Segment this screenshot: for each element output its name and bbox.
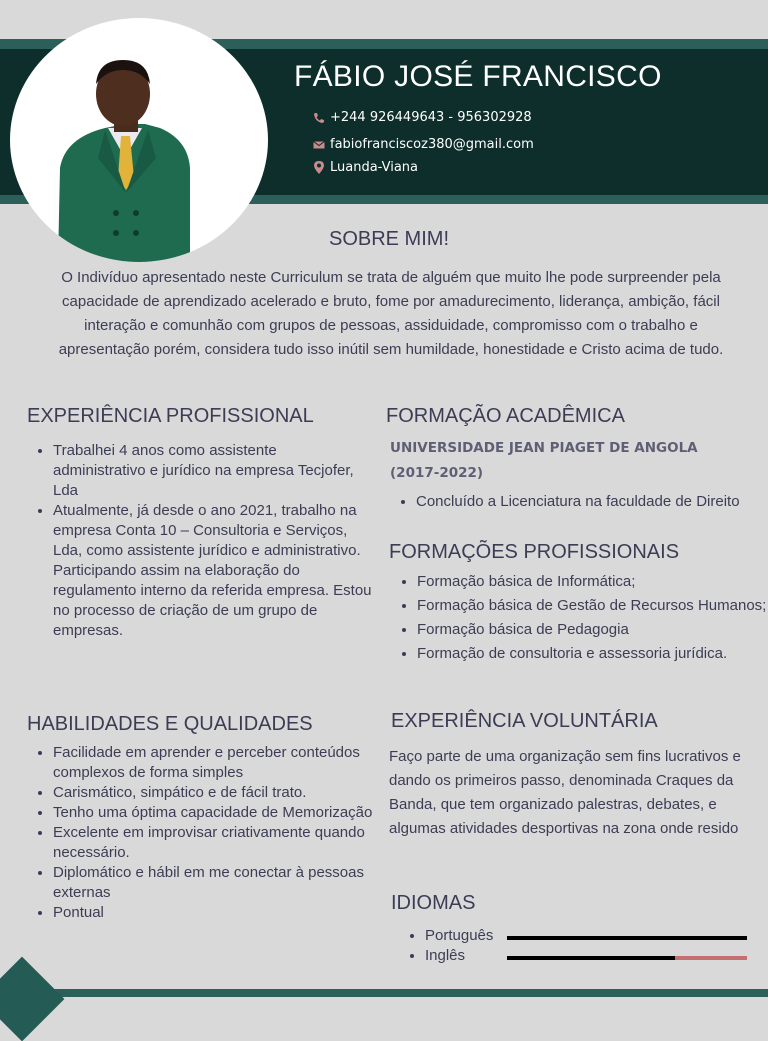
- university-block: [390, 436, 698, 486]
- list-item: • Formação básica de Gestão de Recursos Humanos;: [417, 594, 768, 618]
- contact-email: [313, 137, 534, 152]
- list-item: • Facilidade em aprender e perceber conteúdos complexos de forma simples: [53, 743, 373, 783]
- list-item: • Tenho uma óptima capacidade de Memorização: [53, 803, 373, 823]
- language-level-bar: [507, 936, 747, 940]
- contact-phone: [313, 110, 532, 125]
- skills-list: [27, 743, 373, 923]
- list-item: • Formação básica de Pedagogia: [417, 618, 768, 642]
- list-item: • Trabalhei 4 anos como assistente administrativo e jurídico na empresa Tecjofer, Lda: [53, 441, 373, 501]
- email-text[interactable]: fabiofranciscoz380@gmail.com: [330, 137, 534, 152]
- phone-icon: [313, 112, 325, 124]
- professional-title: FORMAÇÕES PROFISSIONAIS: [389, 541, 680, 563]
- experience-title: EXPERIÊNCIA PROFISSIONAL: [27, 405, 314, 427]
- list-item: • Atualmente, já desde o ano 2021, trabalho na empresa Conta 10 – Consultoria e Serviços, Lda, como assistente jurídico e administrativo. Participando assim na elaboração do regulamento interno da referida empresa. Estou no processo de criação de um grupo de empresas.: [53, 501, 373, 641]
- language-item: • Português: [425, 926, 535, 946]
- list-item: • Concluído a Licenciatura na faculdade de Direito: [416, 490, 768, 514]
- education-title: FORMAÇÃO ACADÊMICA: [386, 405, 625, 427]
- language-item: • Inglês: [425, 946, 535, 966]
- volunteer-text: Faço parte de uma organização sem fins lucrativos e dando os primeiros passo, denominada Craques da Banda, que tem organizado palestras, debates, e algumas atividades desportivas na zona onde resido: [389, 748, 741, 837]
- corner-decoration: [0, 957, 64, 1041]
- languages-title: IDIOMAS: [391, 892, 476, 914]
- footer-stripe: [0, 989, 768, 997]
- list-item: • Excelente em improvisar criativamente quando necessário.: [53, 823, 373, 863]
- list-item: • Pontual: [53, 903, 373, 923]
- list-item: • Carismático, simpático e de fácil trato.: [53, 783, 373, 803]
- languages-list: [399, 926, 535, 966]
- profile-photo: [10, 18, 268, 262]
- full-name: FÁBIO JOSÉ FRANCISCO: [294, 60, 662, 93]
- experience-list: [27, 441, 373, 641]
- list-item: • Diplomático e hábil em me conectar à pessoas externas: [53, 863, 373, 903]
- mail-icon: [313, 139, 325, 151]
- contact-location: [313, 160, 418, 175]
- phone-text: +244 926449643 - 956302928: [330, 110, 532, 125]
- location-pin-icon: [313, 160, 325, 175]
- about-text: O Indivíduo apresentado neste Curriculum se trata de alguém que muito lhe pode surpreender pela capacidade de aprendizado acelerado e bruto, fome por amadurecimento, liderança, ambição, fácil interação e comunhão com grupos de pessoas, assiduidade, compromisso com o trabalho e apresentação porém, considera tudo isso inútil sem humildade, honestidade e Cristo acima de tudo.: [58, 269, 724, 358]
- volunteer-title: EXPERIÊNCIA VOLUNTÁRIA: [391, 710, 658, 732]
- language-level-bar: [507, 956, 747, 960]
- list-item: • Formação básica de Informática;: [417, 570, 768, 594]
- portrait-photo-icon: [10, 18, 268, 262]
- university-years: (2017-2022): [390, 465, 484, 481]
- university-name: UNIVERSIDADE JEAN PIAGET DE ANGOLA: [390, 440, 698, 456]
- about-title: SOBRE MIM!: [328, 228, 449, 250]
- location-text: Luanda-Viana: [330, 160, 418, 175]
- skills-title: HABILIDADES E QUALIDADES: [27, 713, 313, 735]
- list-item: • Formação de consultoria e assessoria jurídica.: [417, 642, 768, 666]
- education-list: [390, 490, 768, 514]
- professional-list: [391, 570, 768, 666]
